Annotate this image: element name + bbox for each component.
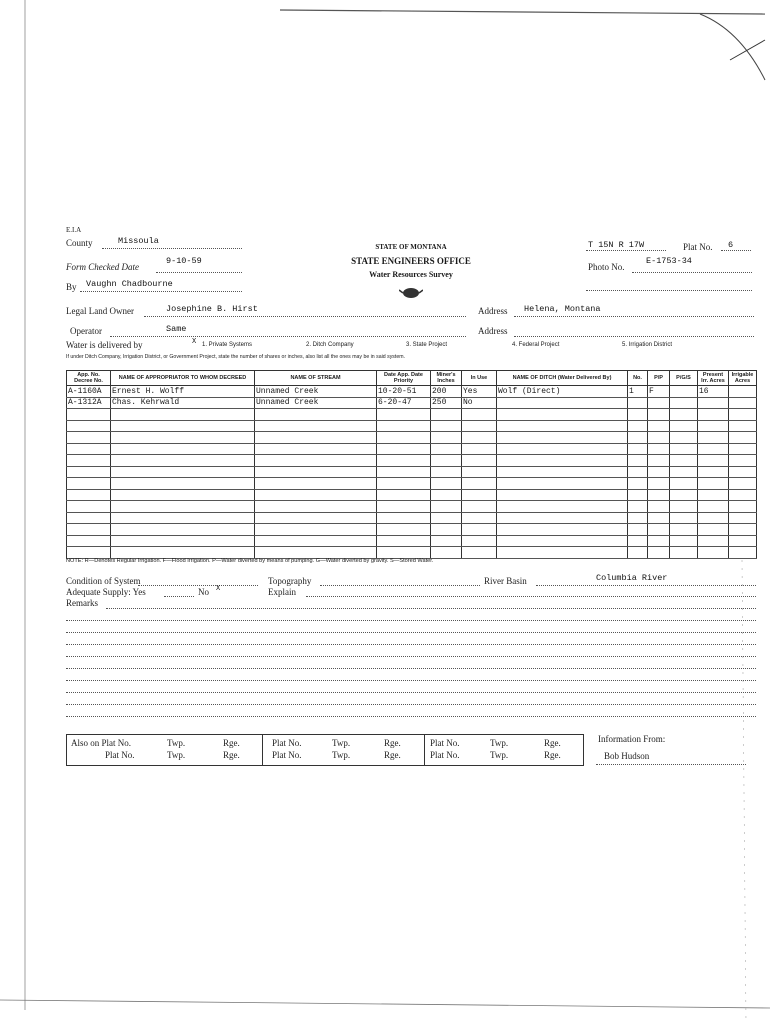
cell-in-use: [462, 547, 497, 559]
cell-appropriator: [111, 524, 255, 536]
cell-in-use: [462, 409, 497, 421]
cell-inches: [431, 409, 462, 421]
cell-pgs: [670, 501, 698, 513]
cell-in-use: [462, 501, 497, 513]
cell-no: [628, 466, 648, 478]
cell-pp: [648, 489, 670, 501]
col-header-stream: NAME OF STREAM: [255, 371, 377, 386]
cell-date: [377, 420, 431, 432]
cell-inches: [431, 443, 462, 455]
cell-irrigable-acres: [729, 535, 757, 547]
remarks-line: [66, 644, 756, 645]
cell-appropriator: [111, 420, 255, 432]
table-row-empty: [67, 547, 757, 559]
cell-pp: [648, 432, 670, 444]
cell-ditch: [497, 489, 628, 501]
delivery-label: Water is delivered by: [66, 340, 143, 350]
topography-label: Topography: [268, 576, 312, 586]
also-on-plat-label: Also on Plat No.: [71, 738, 132, 748]
cell-pp: [648, 466, 670, 478]
cell-in-use: Yes: [462, 386, 497, 398]
cell-pgs: [670, 420, 698, 432]
cell-inches: [431, 432, 462, 444]
remarks-line: [66, 620, 756, 621]
cell-irrigable-acres: [729, 443, 757, 455]
cell-stream: [255, 524, 377, 536]
cell-present-acres: [698, 455, 729, 467]
cell-stream: [255, 535, 377, 547]
legal-owner-label: Legal Land Owner: [66, 306, 134, 316]
cell-present-acres: [698, 432, 729, 444]
operator-label: Operator: [70, 326, 102, 336]
cell-app-no: [67, 420, 111, 432]
col-header-irrigable-acres: Irrigable Acres: [729, 371, 757, 386]
cell-irrigable-acres: [729, 478, 757, 490]
plat-ref-cell-2: [262, 735, 425, 765]
cell-inches: [431, 524, 462, 536]
col-header-in-use: In Use: [462, 371, 497, 386]
cell-inches: [431, 512, 462, 524]
cell-ditch: [497, 409, 628, 421]
cell-appropriator: [111, 455, 255, 467]
cell-pgs: [670, 455, 698, 467]
by-value: Vaughn Chadbourne: [86, 279, 173, 289]
cell-pgs: [670, 547, 698, 559]
cell-no: 1: [628, 386, 648, 398]
col-header-date: Date App. Date Priority: [377, 371, 431, 386]
adequate-no-value: X: [216, 585, 221, 593]
table-row-empty: [67, 478, 757, 490]
legal-owner-value: Josephine B. Hirst: [166, 304, 258, 314]
rge-label-2: Rge.: [223, 750, 240, 760]
cell-in-use: [462, 489, 497, 501]
cell-app-no: [67, 547, 111, 559]
table-row-empty: [67, 512, 757, 524]
cell-date: 6-20-47: [377, 397, 431, 409]
irrigation-note: NOTE: R—Denotes Regular Irrigation. F—Flood Irrigation. P—Water diverted by means of pumping. G—Water diverted by gravity. S—Stored Water.: [66, 558, 434, 564]
cell-pgs: [670, 512, 698, 524]
cell-no: [628, 512, 648, 524]
cell-no: [628, 547, 648, 559]
cell-pp: F: [648, 386, 670, 398]
plat-no-value: 6: [728, 240, 734, 250]
table-row-empty: [67, 455, 757, 467]
form-checked-label: Form Checked Date: [66, 262, 139, 272]
cell-date: [377, 455, 431, 467]
cell-app-no: [67, 455, 111, 467]
col-header-pgs: P/G/S: [670, 371, 698, 386]
cell-ditch: [497, 524, 628, 536]
cell-app-no: [67, 409, 111, 421]
cell-stream: Unnamed Creek: [255, 397, 377, 409]
cell-irrigable-acres: [729, 501, 757, 513]
cell-date: [377, 524, 431, 536]
cell-irrigable-acres: [729, 432, 757, 444]
plat-no-label: Plat No.: [683, 242, 713, 252]
cell-pgs: [670, 409, 698, 421]
table-row-empty: [67, 420, 757, 432]
plat-no-label-6: Plat No.: [430, 750, 460, 760]
plat-no-label-2: Plat No.: [105, 750, 135, 760]
cell-appropriator: [111, 489, 255, 501]
cell-pp: [648, 397, 670, 409]
cell-ditch: [497, 512, 628, 524]
cell-irrigable-acres: [729, 455, 757, 467]
cell-date: [377, 535, 431, 547]
delivery-option-5: 5. Irrigation District: [622, 342, 673, 348]
rge-label-4: Rge.: [384, 750, 401, 760]
cell-pgs: [670, 466, 698, 478]
cell-inches: [431, 535, 462, 547]
cell-stream: [255, 512, 377, 524]
delivery-option-1: 1. Private Systems: [202, 342, 253, 348]
cell-appropriator: [111, 535, 255, 547]
col-header-inches: Miner's Inches: [431, 371, 462, 386]
cell-ditch: [497, 501, 628, 513]
cell-present-acres: [698, 489, 729, 501]
cell-in-use: [462, 432, 497, 444]
table-row: [67, 386, 757, 398]
cell-appropriator: [111, 432, 255, 444]
photo-no-label: Photo No.: [588, 262, 625, 272]
cell-in-use: [462, 512, 497, 524]
plat-no-label-4: Plat No.: [272, 750, 302, 760]
form-checked-value: 9-10-59: [166, 256, 202, 266]
cell-inches: [431, 478, 462, 490]
information-from-label: Information From:: [598, 734, 666, 744]
cell-date: [377, 547, 431, 559]
cell-inches: [431, 420, 462, 432]
cell-present-acres: 16: [698, 386, 729, 398]
cell-present-acres: [698, 466, 729, 478]
cell-pp: [648, 478, 670, 490]
cell-irrigable-acres: [729, 524, 757, 536]
cell-stream: [255, 420, 377, 432]
cell-inches: [431, 455, 462, 467]
county-value: Missoula: [118, 236, 159, 246]
twp-label: Twp.: [167, 738, 186, 748]
operator-value: Same: [166, 324, 187, 334]
delivery-option-4: 4. Federal Project: [512, 342, 560, 348]
cell-date: [377, 512, 431, 524]
photo-no-value: E-1753-34: [646, 256, 692, 266]
col-header-ditch: NAME OF DITCH (Water Delivered By): [497, 371, 628, 386]
cell-pp: [648, 547, 670, 559]
cell-present-acres: [698, 478, 729, 490]
cell-date: [377, 501, 431, 513]
cell-pp: [648, 535, 670, 547]
cell-no: [628, 443, 648, 455]
condition-label: Condition of System: [66, 576, 141, 586]
cell-ditch: [497, 432, 628, 444]
cell-stream: [255, 443, 377, 455]
adequate-supply-label: Adequate Supply: Yes: [66, 587, 146, 597]
cell-pp: [648, 501, 670, 513]
cell-date: [377, 409, 431, 421]
cell-present-acres: [698, 524, 729, 536]
col-header-app-no: App. No. Decree No.: [67, 371, 111, 386]
cell-inches: 250: [431, 397, 462, 409]
cell-no: [628, 501, 648, 513]
river-basin-label: River Basin: [484, 576, 527, 586]
state-title: STATE OF MONTANA: [375, 243, 447, 251]
cell-app-no: [67, 478, 111, 490]
cell-present-acres: [698, 535, 729, 547]
cell-app-no: [67, 489, 111, 501]
cell-pgs: [670, 489, 698, 501]
cell-app-no: [67, 501, 111, 513]
delivery-option-2: 2. Ditch Company: [306, 342, 354, 348]
remarks-line: [66, 668, 756, 669]
cell-inches: [431, 489, 462, 501]
cell-present-acres: [698, 409, 729, 421]
cell-no: [628, 409, 648, 421]
cell-no: [628, 420, 648, 432]
cell-present-acres: [698, 443, 729, 455]
cell-present-acres: [698, 420, 729, 432]
remarks-line: [66, 656, 756, 657]
col-header-appropriator: NAME OF APPROPRIATOR TO WHOM DECREED: [111, 371, 255, 386]
office-title: STATE ENGINEERS OFFICE: [351, 256, 471, 266]
form-code: E.I.A: [66, 226, 82, 234]
cell-appropriator: [111, 478, 255, 490]
cell-ditch: Wolf (Direct): [497, 386, 628, 398]
state-seal-icon: [399, 286, 423, 300]
cell-stream: [255, 489, 377, 501]
cell-stream: [255, 547, 377, 559]
cell-pgs: [670, 478, 698, 490]
cell-irrigable-acres: [729, 512, 757, 524]
plat-no-label-5: Plat No.: [430, 738, 460, 748]
table-row-empty: [67, 466, 757, 478]
rge-label: Rge.: [223, 738, 240, 748]
plat-ref-cell-1: [67, 735, 263, 765]
cell-appropriator: [111, 512, 255, 524]
cell-no: [628, 489, 648, 501]
cell-pp: [648, 409, 670, 421]
remarks-line: [66, 680, 756, 681]
cell-in-use: [462, 524, 497, 536]
table-row: [67, 397, 757, 409]
cell-present-acres: [698, 397, 729, 409]
cell-in-use: [462, 478, 497, 490]
table-row-empty: [67, 432, 757, 444]
table-header-row: [67, 371, 757, 386]
cell-app-no: [67, 443, 111, 455]
cell-no: [628, 535, 648, 547]
cell-irrigable-acres: [729, 386, 757, 398]
cell-stream: [255, 432, 377, 444]
delivery-option-3: 3. State Project: [406, 342, 448, 348]
rge-label-3: Rge.: [384, 738, 401, 748]
cell-irrigable-acres: [729, 420, 757, 432]
rge-label-5: Rge.: [544, 738, 561, 748]
twp-label-6: Twp.: [490, 750, 509, 760]
remarks-line: [66, 692, 756, 693]
by-label: By: [66, 282, 77, 292]
table-row-empty: [67, 443, 757, 455]
cell-appropriator: [111, 443, 255, 455]
cell-ditch: [497, 478, 628, 490]
adequate-no-label: No: [198, 587, 209, 597]
appropriations-table: [66, 370, 757, 559]
cell-ditch: [497, 443, 628, 455]
plat-reference-box: [66, 734, 584, 766]
address-value: Helena, Montana: [524, 304, 601, 314]
cell-no: [628, 455, 648, 467]
county-label: County: [66, 238, 93, 248]
cell-ditch: [497, 547, 628, 559]
cell-no: [628, 524, 648, 536]
cell-stream: [255, 466, 377, 478]
cell-present-acres: [698, 501, 729, 513]
cell-pp: [648, 524, 670, 536]
table-row-empty: [67, 489, 757, 501]
cell-inches: 200: [431, 386, 462, 398]
twp-label-5: Twp.: [490, 738, 509, 748]
cell-date: [377, 478, 431, 490]
col-header-pp: P/P: [648, 371, 670, 386]
information-from-value: Bob Hudson: [604, 751, 650, 761]
twp-label-3: Twp.: [332, 738, 351, 748]
cell-app-no: [67, 535, 111, 547]
cell-no: [628, 397, 648, 409]
river-basin-value: Columbia River: [596, 573, 668, 583]
cell-no: [628, 478, 648, 490]
cell-irrigable-acres: [729, 466, 757, 478]
cell-pp: [648, 443, 670, 455]
cell-pgs: [670, 386, 698, 398]
cell-date: [377, 466, 431, 478]
cell-pp: [648, 512, 670, 524]
twp-label-4: Twp.: [332, 750, 351, 760]
cell-in-use: [462, 535, 497, 547]
cell-ditch: [497, 455, 628, 467]
cell-ditch: [497, 397, 628, 409]
cell-stream: Unnamed Creek: [255, 386, 377, 398]
cell-pgs: [670, 524, 698, 536]
table-row-empty: [67, 501, 757, 513]
cell-app-no: [67, 432, 111, 444]
cell-appropriator: [111, 466, 255, 478]
table-row-empty: [67, 524, 757, 536]
cell-app-no: [67, 512, 111, 524]
cell-irrigable-acres: [729, 547, 757, 559]
cell-app-no: A-1312A: [67, 397, 111, 409]
cell-stream: [255, 501, 377, 513]
col-header-present-acres: Present Irr. Acres: [698, 371, 729, 386]
cell-in-use: No: [462, 397, 497, 409]
cell-appropriator: [111, 409, 255, 421]
cell-app-no: [67, 524, 111, 536]
table-row-empty: [67, 409, 757, 421]
cell-app-no: A-1160A: [67, 386, 111, 398]
cell-appropriator: [111, 547, 255, 559]
explain-label: Explain: [268, 587, 296, 597]
cell-appropriator: Chas. Kehrwald: [111, 397, 255, 409]
cell-stream: [255, 409, 377, 421]
delivery-selected-mark: X: [192, 338, 197, 346]
cell-in-use: [462, 443, 497, 455]
cell-appropriator: Ernest H. Wolff: [111, 386, 255, 398]
township-range: T 15N R 17W: [588, 240, 645, 250]
remarks-label: Remarks: [66, 598, 98, 608]
cell-present-acres: [698, 512, 729, 524]
cell-pgs: [670, 432, 698, 444]
cell-inches: [431, 466, 462, 478]
cell-stream: [255, 478, 377, 490]
cell-present-acres: [698, 547, 729, 559]
survey-title: Water Resources Survey: [369, 270, 453, 279]
cell-inches: [431, 501, 462, 513]
cell-app-no: [67, 466, 111, 478]
cell-in-use: [462, 466, 497, 478]
rge-label-6: Rge.: [544, 750, 561, 760]
table-row-empty: [67, 535, 757, 547]
cell-date: [377, 432, 431, 444]
address-label: Address: [478, 306, 508, 316]
plat-no-label-3: Plat No.: [272, 738, 302, 748]
cell-ditch: [497, 535, 628, 547]
cell-pp: [648, 455, 670, 467]
remarks-line: [66, 632, 756, 633]
cell-in-use: [462, 455, 497, 467]
cell-pgs: [670, 443, 698, 455]
twp-label-2: Twp.: [167, 750, 186, 760]
cell-date: [377, 443, 431, 455]
remarks-line: [66, 716, 756, 717]
cell-ditch: [497, 466, 628, 478]
cell-inches: [431, 547, 462, 559]
cell-date: 10-20-51: [377, 386, 431, 398]
cell-pgs: [670, 397, 698, 409]
operator-address-label: Address: [478, 326, 508, 336]
col-header-no: No.: [628, 371, 648, 386]
cell-in-use: [462, 420, 497, 432]
plat-ref-cell-3: [424, 735, 582, 765]
cell-ditch: [497, 420, 628, 432]
cell-irrigable-acres: [729, 489, 757, 501]
cell-date: [377, 489, 431, 501]
cell-irrigable-acres: [729, 397, 757, 409]
cell-pgs: [670, 535, 698, 547]
cell-no: [628, 432, 648, 444]
remarks-line: [66, 704, 756, 705]
cell-appropriator: [111, 501, 255, 513]
cell-irrigable-acres: [729, 409, 757, 421]
cell-pp: [648, 420, 670, 432]
delivery-note: If under Ditch Company, Irrigation District, or Government Project, state the number of shares or inches, also list all the ones may be in said system.: [66, 354, 405, 360]
cell-stream: [255, 455, 377, 467]
